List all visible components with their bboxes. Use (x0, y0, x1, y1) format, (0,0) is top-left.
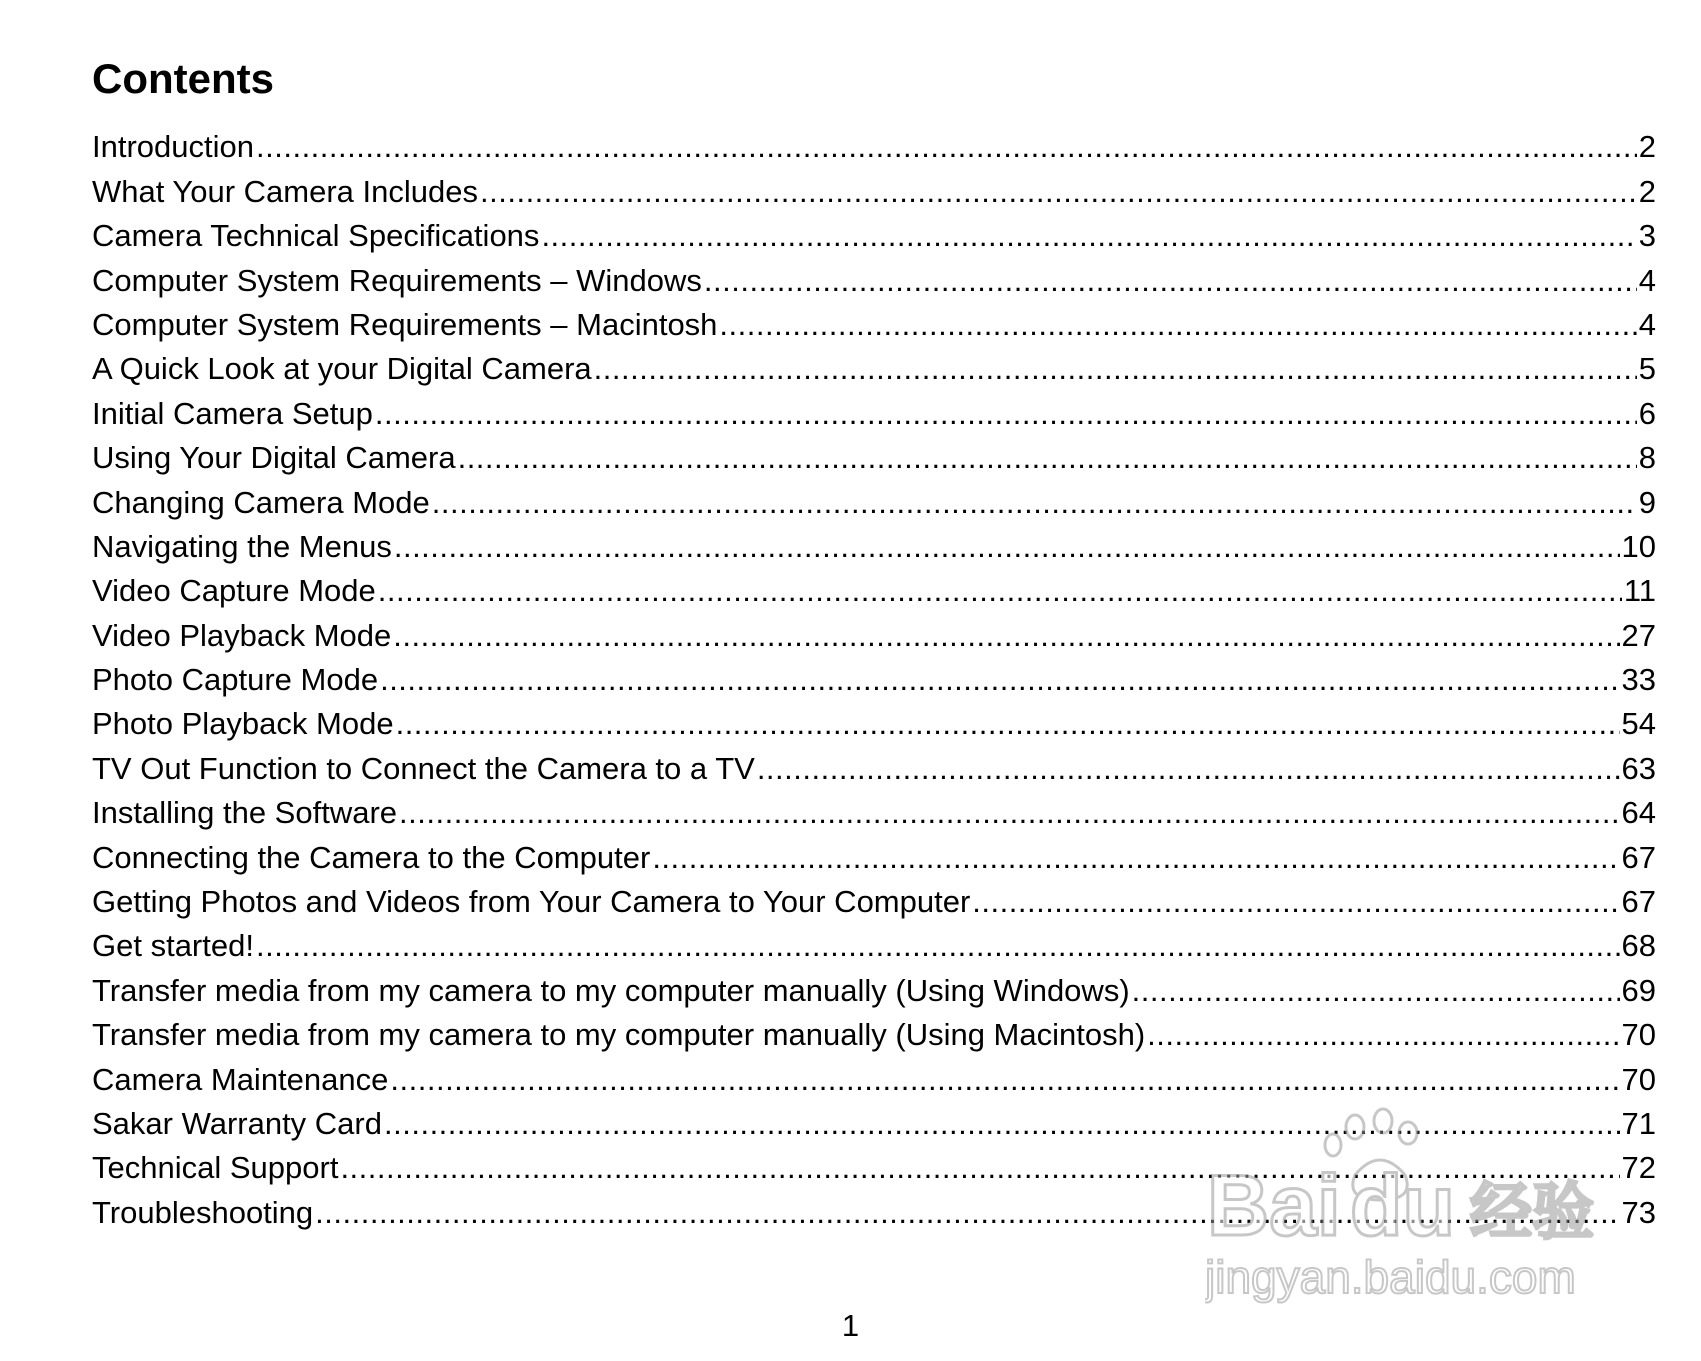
svg-text:Bai: Bai (1207, 1158, 1341, 1254)
toc-entry-title: Troubleshooting (92, 1194, 314, 1230)
toc-entry-title: Introduction (92, 129, 254, 165)
toc-entry-page: 73 (1621, 1194, 1656, 1230)
toc-entry-page: 5 (1638, 351, 1656, 387)
toc-entry-title: Photo Playback Mode (92, 706, 394, 742)
toc-entry (92, 476, 1656, 520)
toc-entry (92, 742, 1656, 786)
toc-dot-leader (396, 706, 1620, 742)
toc-dot-leader (594, 351, 1637, 387)
toc-entry (92, 254, 1656, 298)
toc-dot-leader (432, 485, 1637, 521)
toc-entry-title: Computer System Requirements – Windows (92, 262, 702, 298)
toc-entry-title: Connecting the Camera to the Computer (92, 839, 651, 875)
toc-entry (92, 609, 1656, 653)
toc-dot-leader (399, 795, 1620, 831)
toc-entry-title: TV Out Function to Connect the Camera to a TV (92, 750, 755, 786)
toc-entry-page: 10 (1621, 528, 1656, 564)
toc-dot-leader (393, 618, 1619, 654)
toc-entry-page: 27 (1621, 617, 1656, 653)
toc-entry-title: What Your Camera Includes (92, 173, 478, 209)
toc-entry (92, 876, 1656, 920)
toc-entry (92, 964, 1656, 1008)
toc-entry-title: Video Playback Mode (92, 617, 392, 653)
toc-entry-page: 11 (1623, 573, 1656, 609)
toc-entry-page: 4 (1638, 262, 1656, 298)
toc-dot-leader (378, 573, 1622, 609)
toc-entry-title: Camera Maintenance (92, 1061, 389, 1097)
toc-entry-title: Photo Capture Mode (92, 662, 379, 698)
toc-entry-page: 3 (1638, 218, 1656, 254)
toc-dot-leader (458, 440, 1637, 476)
svg-text:经验: 经验 (1470, 1175, 1595, 1248)
toc-entry-page: 72 (1621, 1150, 1656, 1186)
toc-entry (92, 432, 1656, 476)
toc-dot-leader (652, 840, 1619, 876)
toc-entry (92, 1053, 1656, 1097)
page-title: Contents (92, 55, 274, 102)
toc-entry (92, 521, 1656, 565)
toc-dot-leader (380, 662, 1619, 698)
toc-entry-page: 2 (1638, 129, 1656, 165)
toc-dot-leader (480, 174, 1637, 210)
toc-entry (92, 698, 1656, 742)
toc-entry-title: Changing Camera Mode (92, 484, 430, 520)
toc-entry (92, 343, 1656, 387)
toc-entry-title: Using Your Digital Camera (92, 440, 456, 476)
toc-dot-leader (375, 396, 1637, 432)
toc-entry-page: 70 (1621, 1017, 1656, 1053)
toc-entry-title: Initial Camera Setup (92, 395, 373, 431)
toc-dot-leader (1132, 973, 1620, 1009)
toc-entry-title: Getting Photos and Videos from Your Camera to Your Computer (92, 884, 971, 920)
toc-entry-page: 70 (1621, 1061, 1656, 1097)
toc-entry (92, 387, 1656, 431)
toc-entry-page: 63 (1621, 750, 1656, 786)
toc-dot-leader (972, 884, 1619, 920)
toc-entry-page: 69 (1621, 972, 1656, 1008)
toc-entry-title: Sakar Warranty Card (92, 1105, 382, 1141)
toc-entry-title: A Quick Look at your Digital Camera (92, 351, 592, 387)
toc-entry-title: Transfer media from my camera to my computer manually (Using Macintosh) (92, 1017, 1146, 1053)
toc-entry-title: Installing the Software (92, 795, 398, 831)
toc-entry-page: 68 (1621, 928, 1656, 964)
toc-dot-leader (719, 307, 1636, 343)
toc-entry (92, 787, 1656, 831)
table-of-contents (92, 121, 1656, 1231)
page-number: 1 (841, 1308, 860, 1343)
toc-entry-page: 33 (1621, 662, 1656, 698)
toc-entry-title: Camera Technical Specifications (92, 218, 540, 254)
toc-entry-title: Transfer media from my camera to my computer manually (Using Windows) (92, 972, 1130, 1008)
toc-dot-leader (394, 529, 1620, 565)
toc-entry-page: 4 (1638, 306, 1656, 342)
toc-entry-page: 9 (1638, 484, 1656, 520)
toc-entry-page: 54 (1621, 706, 1656, 742)
toc-entry-title: Technical Support (92, 1150, 339, 1186)
toc-entry (92, 165, 1656, 209)
toc-dot-leader (1147, 1017, 1619, 1053)
toc-dot-leader (704, 263, 1637, 299)
toc-dot-leader (757, 751, 1620, 787)
toc-entry-page: 6 (1638, 395, 1656, 431)
toc-dot-leader (541, 218, 1636, 254)
toc-entry-page: 71 (1621, 1105, 1656, 1141)
toc-entry (92, 299, 1656, 343)
toc-entry-page: 67 (1621, 884, 1656, 920)
toc-entry-page: 64 (1621, 795, 1656, 831)
toc-dot-leader (256, 129, 1637, 165)
toc-entry-title: Video Capture Mode (92, 573, 376, 609)
toc-entry-title: Navigating the Menus (92, 528, 392, 564)
toc-entry-page: 67 (1621, 839, 1656, 875)
toc-entry (92, 210, 1656, 254)
toc-entry (92, 920, 1656, 964)
toc-entry (92, 121, 1656, 165)
toc-entry (92, 565, 1656, 609)
baidu-watermark-logo (1205, 1105, 1625, 1305)
toc-entry (92, 831, 1656, 875)
toc-entry-title: Get started! (92, 928, 254, 964)
toc-entry (92, 1009, 1656, 1053)
toc-dot-leader (256, 928, 1620, 964)
toc-entry-page: 2 (1638, 173, 1656, 209)
toc-entry-title: Computer System Requirements – Macintosh (92, 306, 718, 342)
toc-entry (92, 654, 1656, 698)
svg-text:jingyan.baidu.com: jingyan.baidu.com (1205, 1251, 1576, 1303)
toc-entry-page: 8 (1638, 440, 1656, 476)
toc-dot-leader (390, 1062, 1619, 1098)
svg-text:du: du (1350, 1158, 1456, 1254)
